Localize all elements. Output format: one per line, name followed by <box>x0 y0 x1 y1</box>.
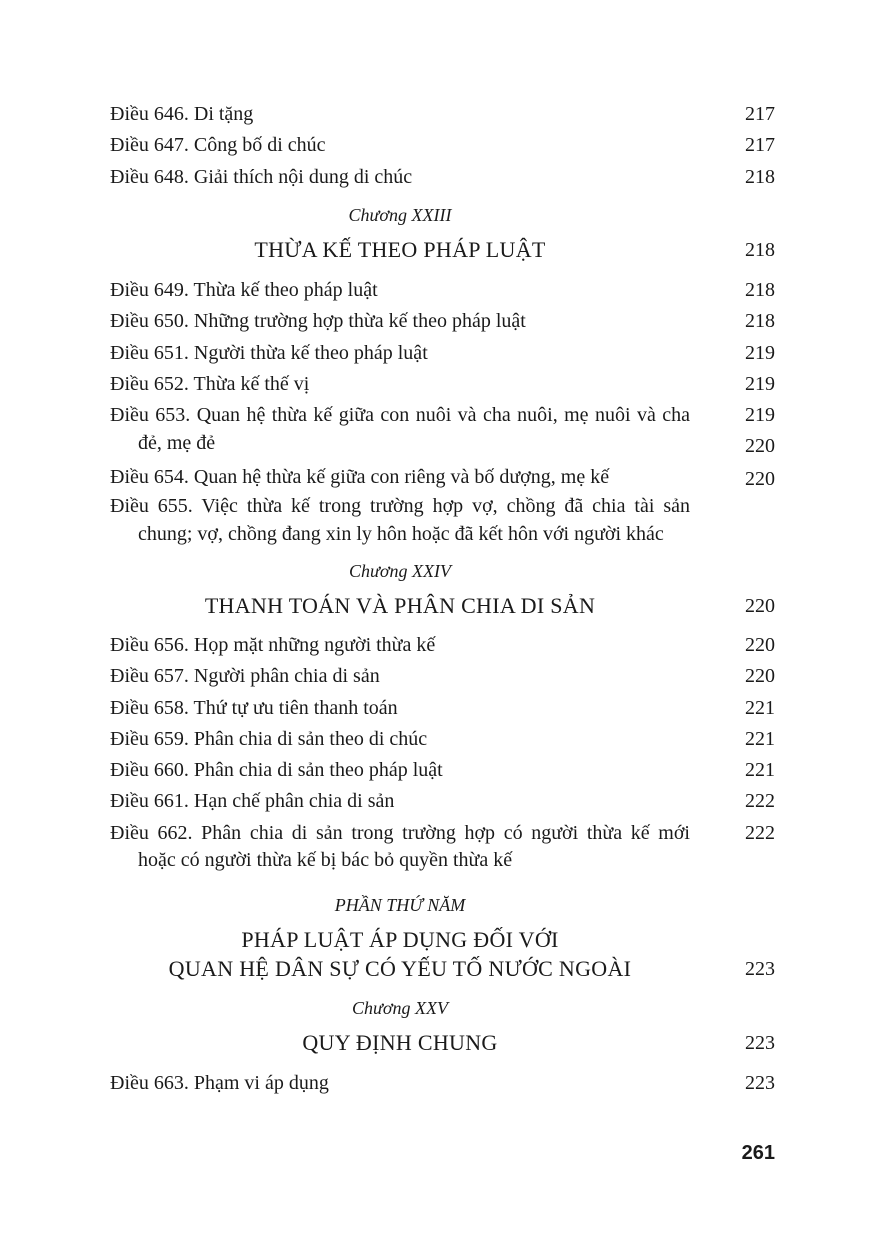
chapter-page: 218 <box>745 239 775 261</box>
chapter-title: THANH TOÁN VÀ PHÂN CHIA DI SẢN <box>204 593 596 618</box>
toc-entry-page: 218 <box>745 166 775 188</box>
toc-entry-page: 217 <box>745 103 775 125</box>
toc-entry-page: 222 <box>745 822 775 844</box>
toc-entry-label: Điều 653. Quan hệ thừa kế giữa con nuôi và cha nuôi, mẹ nuôi và cha <box>110 404 690 426</box>
toc-entry-page: 219 <box>745 404 775 426</box>
part-label: PHẦN THỨ NĂM <box>334 895 466 915</box>
toc-entry-label: Điều 648. Giải thích nội dung di chúc <box>110 166 413 188</box>
toc-entry-page: 219 <box>745 342 775 364</box>
toc-entry-page: 220 <box>745 634 775 656</box>
toc-entry-page: 220 <box>745 665 775 687</box>
toc-entry-label: Điều 651. Người thừa kế theo pháp luật <box>110 342 428 364</box>
chapter-page: 223 <box>745 1032 775 1054</box>
toc-entry-page: 217 <box>745 134 775 156</box>
toc-entry-page: 221 <box>745 728 775 750</box>
toc-entry-label: Điều 646. Di tặng <box>110 103 254 125</box>
toc-entry-label: Điều 661. Hạn chế phân chia di sản <box>110 790 395 812</box>
toc-entry-page: 220 <box>745 435 775 457</box>
toc-entry-label: Điều 650. Những trường hợp thừa kế theo pháp luật <box>110 310 526 332</box>
toc-entry-label: Điều 662. Phân chia di sản trong trường hợp có người thừa kế mới <box>110 822 690 844</box>
toc-entry-label: Điều 659. Phân chia di sản theo di chúc <box>110 728 428 750</box>
toc-entry-page: 218 <box>745 279 775 301</box>
toc-entry-page: 222 <box>745 790 775 812</box>
chapter-page: 220 <box>745 595 775 617</box>
toc-entry-label: Điều 658. Thứ tự ưu tiên thanh toán <box>110 697 398 719</box>
toc-entry-label: Điều 660. Phân chia di sản theo pháp luật <box>110 759 443 781</box>
chapter-label: Chương XXV <box>352 998 448 1018</box>
chapter-title: QUY ĐỊNH CHUNG <box>302 1030 498 1055</box>
chapter-label: Chương XXIII <box>348 205 452 225</box>
toc-entry-label: Điều 663. Phạm vi áp dụng <box>110 1072 329 1094</box>
toc-entry-label: Điều 654. Quan hệ thừa kế giữa con riêng và bố dượng, mẹ kế <box>110 466 610 488</box>
toc-entry-page: 221 <box>745 697 775 719</box>
toc-entry-label: Điều 652. Thừa kế thế vị <box>110 373 310 395</box>
toc-entry-continuation: chung; vợ, chồng đang xin ly hôn hoặc đã kết hôn với người khác <box>138 523 664 545</box>
toc-entry-page: 223 <box>745 1072 775 1094</box>
chapter-title: THỪA KẾ THEO PHÁP LUẬT <box>254 237 546 262</box>
part-title-line2: QUAN HỆ DÂN SỰ CÓ YẾU TỐ NƯỚC NGOÀI <box>168 956 632 981</box>
part-page: 223 <box>745 958 775 980</box>
toc-entry-label: Điều 647. Công bố di chúc <box>110 134 326 156</box>
toc-entry-label: Điều 657. Người phân chia di sản <box>110 665 380 687</box>
toc-entry-page: 220 <box>745 468 775 490</box>
toc-entry-page: 219 <box>745 373 775 395</box>
toc-entry-page: 221 <box>745 759 775 781</box>
part-title-line1: PHÁP LUẬT ÁP DỤNG ĐỐI VỚI <box>241 927 559 952</box>
toc-entry-page: 218 <box>745 310 775 332</box>
toc-entry-label: Điều 656. Họp mặt những người thừa kế <box>110 634 436 656</box>
chapter-label: Chương XXIV <box>349 561 451 581</box>
toc-entry-label: Điều 655. Việc thừa kế trong trường hợp vợ, chồng đã chia tài sản <box>110 495 690 517</box>
toc-entry-continuation: đẻ, mẹ đẻ <box>138 432 216 454</box>
toc-entry-continuation: hoặc có người thừa kế bị bác bỏ quyền thừa kế <box>138 849 513 871</box>
page-number: 261 <box>741 1142 775 1164</box>
toc-entry-label: Điều 649. Thừa kế theo pháp luật <box>110 279 378 301</box>
